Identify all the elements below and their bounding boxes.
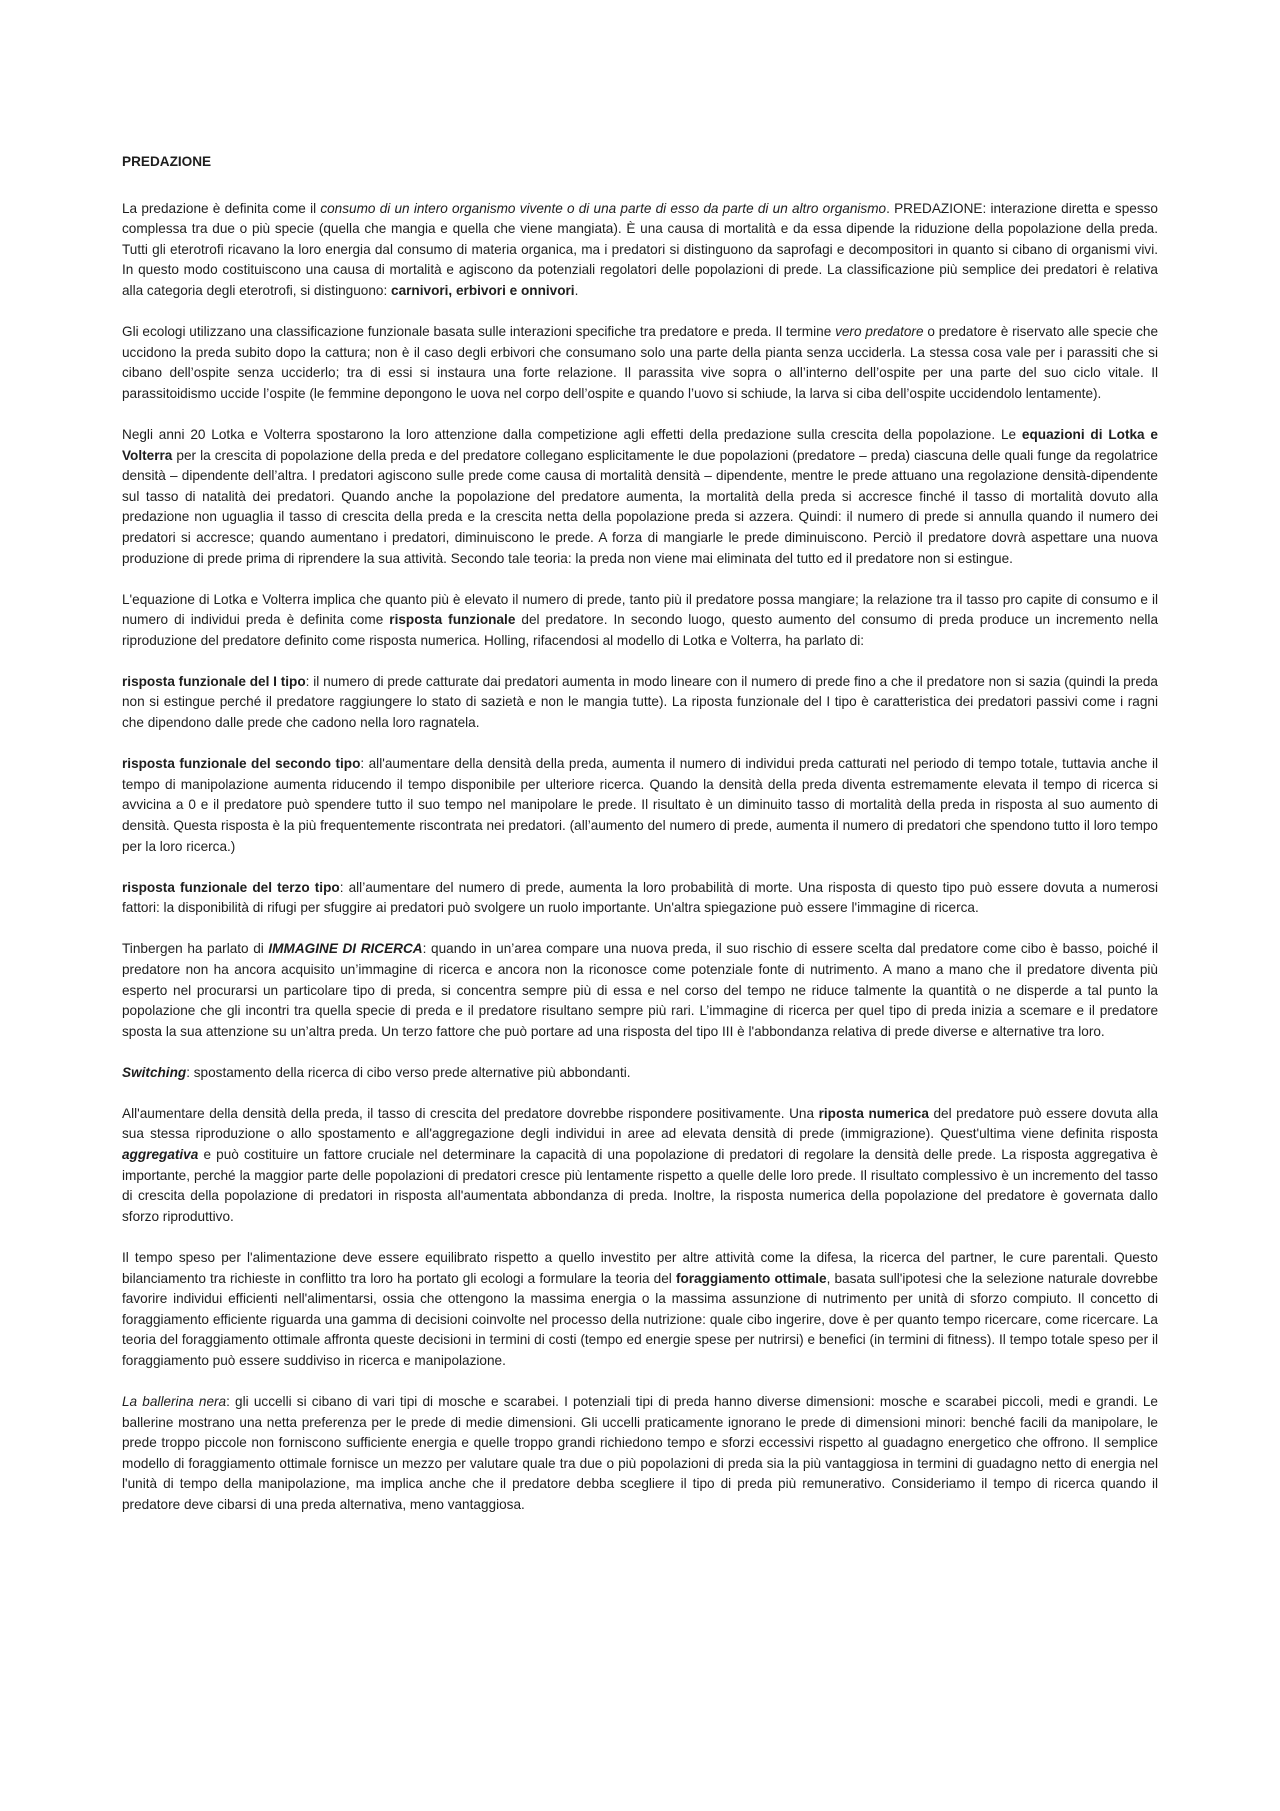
paragraph-optimal-foraging — [122, 1248, 1158, 1372]
text: , basata sull'ipotesi che la selezione naturale dovrebbe favorire individui efficienti nell'alimentarsi, ossia che ottengono la massima energia o la massima assunzione di nutrimento per unità di sforzo compiuto. Il concetto di foraggiamento efficiente riguarda una gamma di decisioni coinvolte nel processo della nutrizione: quale cibo ingerire, dove è per quanto tempo ricercare, come ricercare. La teoria del foraggiamento ottimale affronta queste decisioni in termini di costi (tempo ed energie spese per nutrirsi) e benefici (in termini di fitness). Il tempo totale speso per il foraggiamento può essere suddiviso in ricerca e manipolazione. — [122, 1270, 1158, 1368]
text: : spostamento della ricerca di cibo verso prede alternative più abbondanti. — [186, 1064, 631, 1080]
paragraph-search-image — [122, 939, 1158, 1042]
text: o predatore è riservato alle specie che uccidono la preda subito dopo la cattura; non è il caso degli erbivori che consumano solo una parte della pianta senza ucciderla. La stessa cosa vale per i parassiti che si cibano dell’ospite senza ucciderlo; tra di essi si instaura una forte relazione. Il parassita vive sopra o all’interno dell’ospite per una parte del suo ciclo vitale. Il parassitoidismo uccide l’ospite (le femmine depongono le uova nel corpo dell’ospite e quando l’uovo si schiude, la larva si ciba dell’ospite uccidendolo lentamente). — [122, 324, 1159, 401]
paragraph-definition — [122, 199, 1158, 302]
bold-italic-text: aggregativa — [122, 1147, 199, 1163]
paragraph-type-one — [122, 672, 1158, 734]
bold-text: riposta numerica — [818, 1105, 929, 1121]
text: Il tempo speso per l'alimentazione deve essere equilibrato rispetto a quello investito per altre attività come la difesa, la ricerca del partner, le cure parentali. Questo bilanciamento tra richieste in conflitto tra loro ha portato gli ecologi a formulare la teoria del — [122, 1249, 1158, 1286]
text: : quando in un’area compare una nuova preda, il suo rischio di essere scelta dal predatore come cibo è basso, poiché il predatore non ha ancora acquisito un’immagine di ricerca e ancora non la riconosce come potenziale fonte di nutrimento. A mano a mano che il predatore diventa più esperto nel procurarsi un particolare tipo di preda, si concentra sempre più di essa e nel corso del tempo ne riduce talmente la quantità o ne disperde a tal punto la popolazione che gli incontri tra quella specie di preda e il predatore risultano sempre più rari. L’immagine di ricerca per quel tipo di preda inizia a scemare e il predatore sposta la sua attenzione su un’altra preda. Un terzo fattore che può portare ad una risposta del tipo III è l'abbondanza relativa di prede diverse e alternative tra loro. — [122, 941, 1158, 1039]
paragraph-type-three — [122, 878, 1158, 919]
paragraph-numerical-response — [122, 1104, 1158, 1228]
paragraph-lotka-volterra — [122, 425, 1158, 569]
text: : all’aumentare del numero di prede, aumenta la loro probabilità di morte. Una risposta di questo tipo può essere dovuta a numerosi fattori: la disponibilità di rifugi per sfuggire ai predatori può svolgere un ruolo importante. Un'altra spiegazione può essere l'immagine di ricerca. — [122, 879, 1158, 916]
text: La predazione è definita come il — [122, 200, 321, 216]
bold-italic-text: IMMAGINE DI RICERCA — [268, 941, 423, 957]
text: Negli anni 20 Lotka e Volterra spostarono la loro attenzione dalla competizione agli effetti della predazione sulla crescita della popolazione. Le — [122, 426, 1022, 442]
bold-text: risposta funzionale del I tipo — [122, 673, 306, 689]
bold-text: foraggiamento ottimale — [675, 1270, 827, 1286]
bold-text: risposta funzionale del secondo tipo — [122, 756, 361, 772]
text: L'equazione di Lotka e Volterra implica che quanto più è elevato il numero di prede, tanto più il predatore possa mangiare; la relazione tra il tasso pro capite di consumo e il numero di individui preda è definita come — [122, 591, 1158, 628]
italic-text: vero predatore — [835, 324, 924, 340]
paragraph-ballerina-nera — [122, 1392, 1158, 1516]
bold-text: equazioni di Lotka e Volterra — [122, 426, 1158, 463]
text: del predatore. In secondo luogo, questo aumento del consumo di preda produce un incremento nella riproduzione del predatore definito come risposta numerica. Holling, rifacendosi al modello di Lotka e Volterra, ha parlato di: — [122, 612, 1158, 648]
document-title: PREDAZIONE — [122, 154, 212, 169]
text: Gli ecologi utilizzano una classificazione funzionale basata sulle interazioni specifiche tra predatore e preda. Il termine — [122, 324, 836, 340]
italic-text: La ballerina nera — [122, 1394, 227, 1409]
paragraph-switching — [122, 1063, 1158, 1084]
text: : all'aumentare della densità della preda, aumenta il numero di individui preda catturati nel periodo di tempo totale, tuttavia anche il tempo di manipolazione aumenta riducendo il tempo disponibile per ulteriore ricerca. Quando la densità della preda diventa estremamente elevata il tempo di ricerca si avvicina a 0 e il predatore può spendere tutto il suo tempo nel manipolare le prede. Il risultato è un diminuito tasso di mortalità della preda in risposta al suo aumento di densità. Questa risposta è la più frequentemente riscontrata nei predatori. (all’aumento del numero di prede, aumenta il numero di predatori che spendono tutto il loro tempo per la loro ricerca.) — [122, 756, 1158, 854]
bold-italic-text: Switching — [122, 1064, 187, 1080]
italic-text: consumo di un intero organismo vivente o di una parte di esso da parte di un altro organismo — [320, 200, 887, 216]
document-page — [122, 152, 1158, 1536]
text: . PREDAZIONE: interazione diretta e spesso complessa tra due o più specie (quella che mangia e quella che viene mangiata). È una causa di mortalità e da essa dipende la riduzione della popolazione della preda. Tutti gli eterotrofi ricavano la loro energia dal consumo di materia organica, ma i predatori si distinguono da saprofagi e decompositori in quanto si cibano di organismi vivi. In questo modo costituiscono una causa di mortalità e agiscono da potenziali regolatori delle popolazioni di prede. La classificazione più semplice dei predatori è relativa alla categoria degli eterotrofi, si distinguono: — [122, 200, 1158, 298]
paragraph-type-two — [122, 754, 1158, 857]
text: per la crescita di popolazione della preda e del predatore collegano esplicitamente le due popolazioni (predatore – preda) ciascuna delle quali funge da regolatrice densità – dipendente dell’altra. I predatori agiscono sulle prede come causa di mortalità densità – dipendente, mentre le prede attuano una regolazione densità-dipendente sul tasso di natalità dei predatori. Quando anche la popolazione del predatore aumenta, la mortalità della preda si accresce finché il tasso di mortalità dovuto alla predazione non uguaglia il tasso di crescita della preda e la crescita netta della popolazione preda si azzera. Quindi: il numero di prede si annulla quando il numero dei predatori si accresce; quando aumentano i predatori, diminuiscono le prede. A forza di mangiarle le prede diminuiscono. Perciò il predatore dovrà aspettare una nuova produzione di prede prima di riprendere la sua attività. Secondo tale teoria: la preda non viene mai eliminata del tutto ed il predatore non si estingue. — [122, 447, 1158, 566]
text: e può costituire un fattore cruciale nel determinare la capacità di una popolazione di predatori di regolare la densità delle prede. La risposta aggregativa è importante, perché la maggior parte delle popolazioni di predatori cresce più lentamente rispetto a quelle delle loro prede. Il risultato complessivo è un incremento del tasso di crescita della popolazione di predatori in risposta all'aumentata abbondanza di preda. Inoltre, la risposta numerica della popolazione del predatore è governata dallo sforzo riproduttivo. — [122, 1147, 1158, 1224]
text: . — [574, 282, 579, 298]
paragraph-classification — [122, 322, 1158, 404]
bold-text: risposta funzionale del terzo tipo — [122, 879, 340, 895]
bold-text: carnivori, erbivori e onnivori — [391, 282, 575, 298]
paragraph-functional-response — [122, 590, 1158, 652]
text: del predatore può essere dovuta alla sua stessa riproduzione o allo spostamento e all'aggregazione degli individui in aree ad elevata densità di prede (immigrazione). Quest'ultima viene definita risposta — [122, 1105, 1159, 1142]
text: : il numero di prede catturate dai predatori aumenta in modo lineare con il numero di prede fino a che il predatore non si sazia (quindi la preda non si estingue perché il predatore raggiungere lo stato di sazietà e non le mangia tutte). La riposta funzionale del I tipo è caratteristica dei predatori passivi come i ragni che dipendono dalle prede che cadono nella loro ragnatela. — [122, 673, 1158, 731]
text: : gli uccelli si cibano di vari tipi di mosche e scarabei. I potenziali tipi di preda hanno diverse dimensioni: mosche e scarabei piccoli, medi e grandi. Le ballerine mostrano una netta preferenza per le prede di medie dimensioni. Gli uccelli praticamente ignorano le prede di dimensioni minori: benché facili da manipolare, le prede troppo piccole non forniscono sufficiente energia e quelle troppo grandi richiedono tempo e sforzi eccessivi rispetto al guadagno energetico che offrono. Il semplice modello di foraggiamento ottimale fornisce un mezzo per valutare quale tra due o più popolazioni di preda sia la più vantaggiosa in termini di guadagno netto di energia nel l'unità di tempo della manipolazione, ma implica anche che il predatore debba scegliere il tipo di preda più remunerativo. Consideriamo il tempo di ricerca quando il predatore deve cibarsi di una preda alternativa, meno vantaggiosa. — [122, 1394, 1158, 1512]
text: Tinbergen ha parlato di — [122, 941, 269, 957]
text: All'aumentare della densità della preda, il tasso di crescita del predatore dovrebbe rispondere positivamente. Una — [122, 1105, 819, 1121]
bold-text: risposta funzionale — [389, 612, 516, 628]
